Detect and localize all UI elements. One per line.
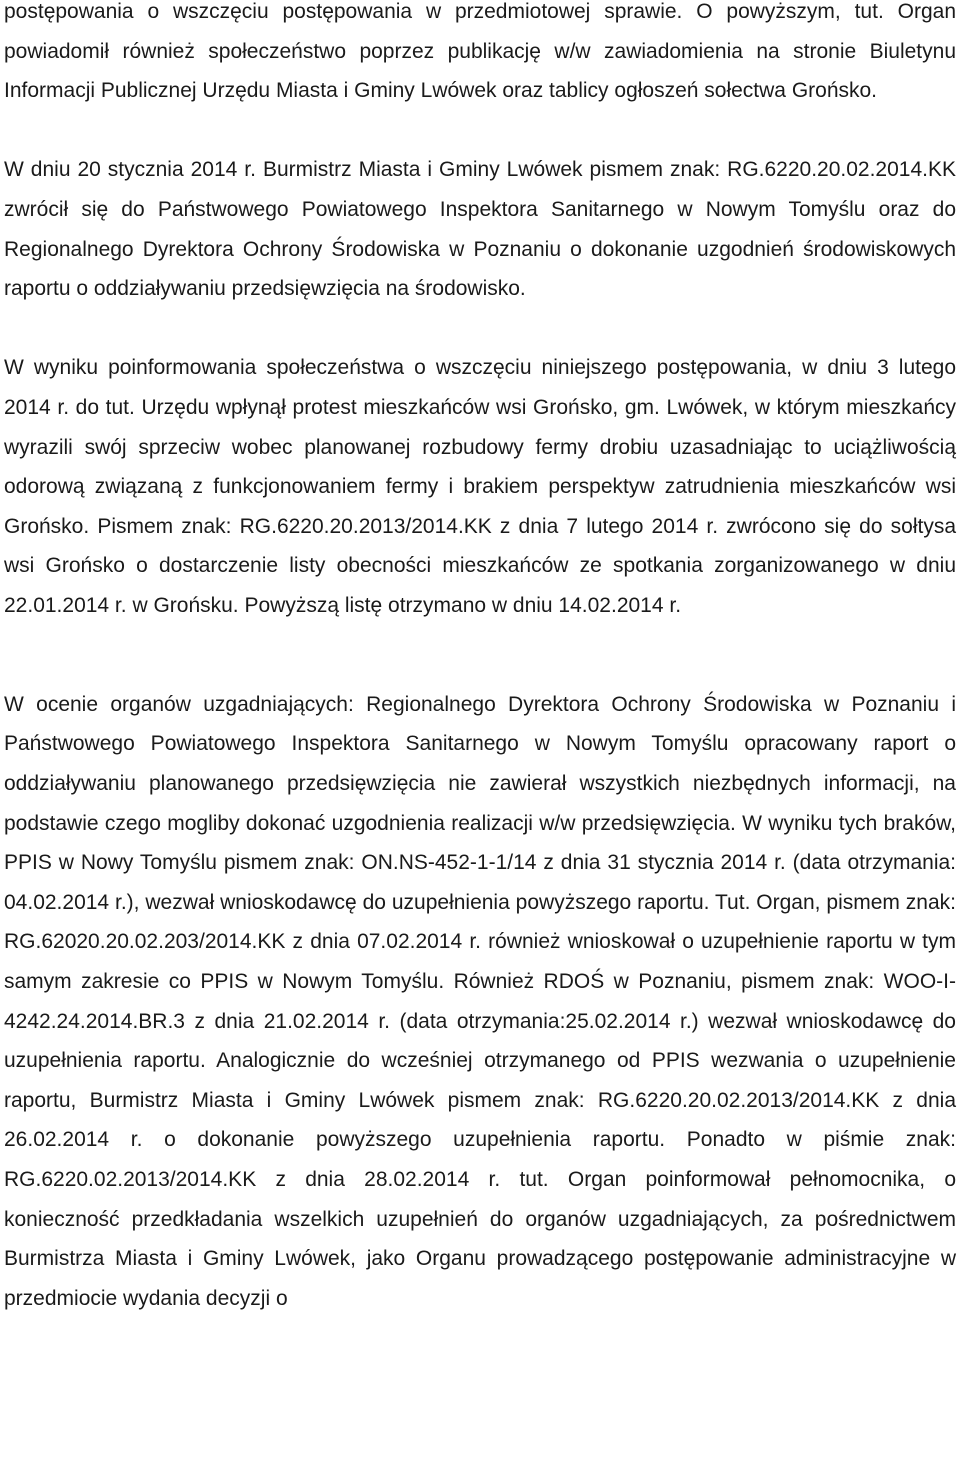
paragraph-report-supplement: W ocenie organów uzgadniających: Regionalnego Dyrektora Ochrony Środowiska w Poznaniu i Państwowego Powiatowego Inspektora Sanitarnego w Nowym Tomyślu opracowany raport o oddziaływaniu planowanego przedsięwzięcia nie zawierał wszystkich niezbędnych informacji, na podstawie czego mogliby dokonać uzgodnienia realizacji w/w przedsięwzięcia. W wyniku tych braków, PPIS w Nowy Tomyślu pismem znak: ON.NS-452-1-1/14 z dnia 31 stycznia 2014 r. (data otrzymania: 04.02.2014 r.), wezwał wnioskodawcę do uzupełnienia powyższego raportu. Tut. Organ, pismem znak: RG.62020.20.02.203/2014.KK z dnia 07.02.2014 r. również wnioskował o uzupełnienie raportu w tym samym zakresie co PPIS w Nowym Tomyślu. Również RDOŚ w Poznaniu, pismem znak: WOO-I-4242.24.2014.BR.3 z dnia 21.02.2014 r. (data otrzymania:25.02.2014 r.) wezwał wnioskodawcę do uzupełnienia raportu. Analogicznie do wcześniej otrzymanego od PPIS wezwania o uzupełnienie raportu, Burmistrz Miasta i Gminy Lwówek pismem znak: RG.6220.20.02.2013/2014.KK z dnia 26.02.2014 r. o dokonanie powyższego uzupełnienia raportu. Ponadto w piśmie znak: RG.6220.02.2013/2014.KK z dnia 28.02.2014 r. tut. Organ poinformował pełnomocnika, o konieczność przedkładania wszelkich uzupełnień do organów uzgadniających, za pośrednictwem Burmistrza Miasta i Gminy Lwówek, jako Organu prowadzącego postępowanie administracyjne w przedmiocie wydania decyzji o bbox=[4, 692, 956, 1310]
document-page bbox=[4, 0, 956, 1318]
paragraph-consultation-request: W dniu 20 stycznia 2014 r. Burmistrz Miasta i Gminy Lwówek pismem znak: RG.6220.20.02.2014.KK zwrócił się do Państwowego Powiatowego Inspektora Sanitarnego w Nowym Tomyślu oraz do Regionalnego Dyrektora Ochrony Środowiska w Poznaniu o dokonanie uzgodnień środowiskowych raportu o oddziaływaniu przedsięwzięcia na środowisko. bbox=[4, 158, 956, 301]
paragraph-residents-protest: W wyniku poinformowania społeczeństwa o wszczęciu niniejszego postępowania, w dniu 3 lutego 2014 r. do tut. Urzędu wpłynął protest mieszkańców wsi Grońsko, gm. Lwówek, w którym mieszkańcy wyrazili swój sprzeciw wobec planowanej rozbudowy fermy drobiu uzasadniając to uciążliwością odorową związaną z funkcjonowaniem fermy i brakiem perspektyw zatrudnienia mieszkańców wsi Grońsko. Pismem znak: RG.6220.20.2013/2014.KK z dnia 7 lutego 2014 r. zwrócono się do sołtysa wsi Grońsko o dostarczenie listy obecności mieszkańców ze spotkania zorganizowanego w dniu 22.01.2014 r. w Grońsku. Powyższą listę otrzymano w dniu 14.02.2014 r. bbox=[4, 356, 956, 617]
paragraph-notification: postępowania o wszczęciu postępowania w przedmiotowej sprawie. O powyższym, tut. Organ powiadomił również społeczeństwo poprzez publikację w/w zawiadomienia na stronie Biuletynu Informacji Publicznej Urzędu Miasta i Gminy Lwówek oraz tablicy ogłoszeń sołectwa Grońsko. bbox=[4, 0, 956, 103]
